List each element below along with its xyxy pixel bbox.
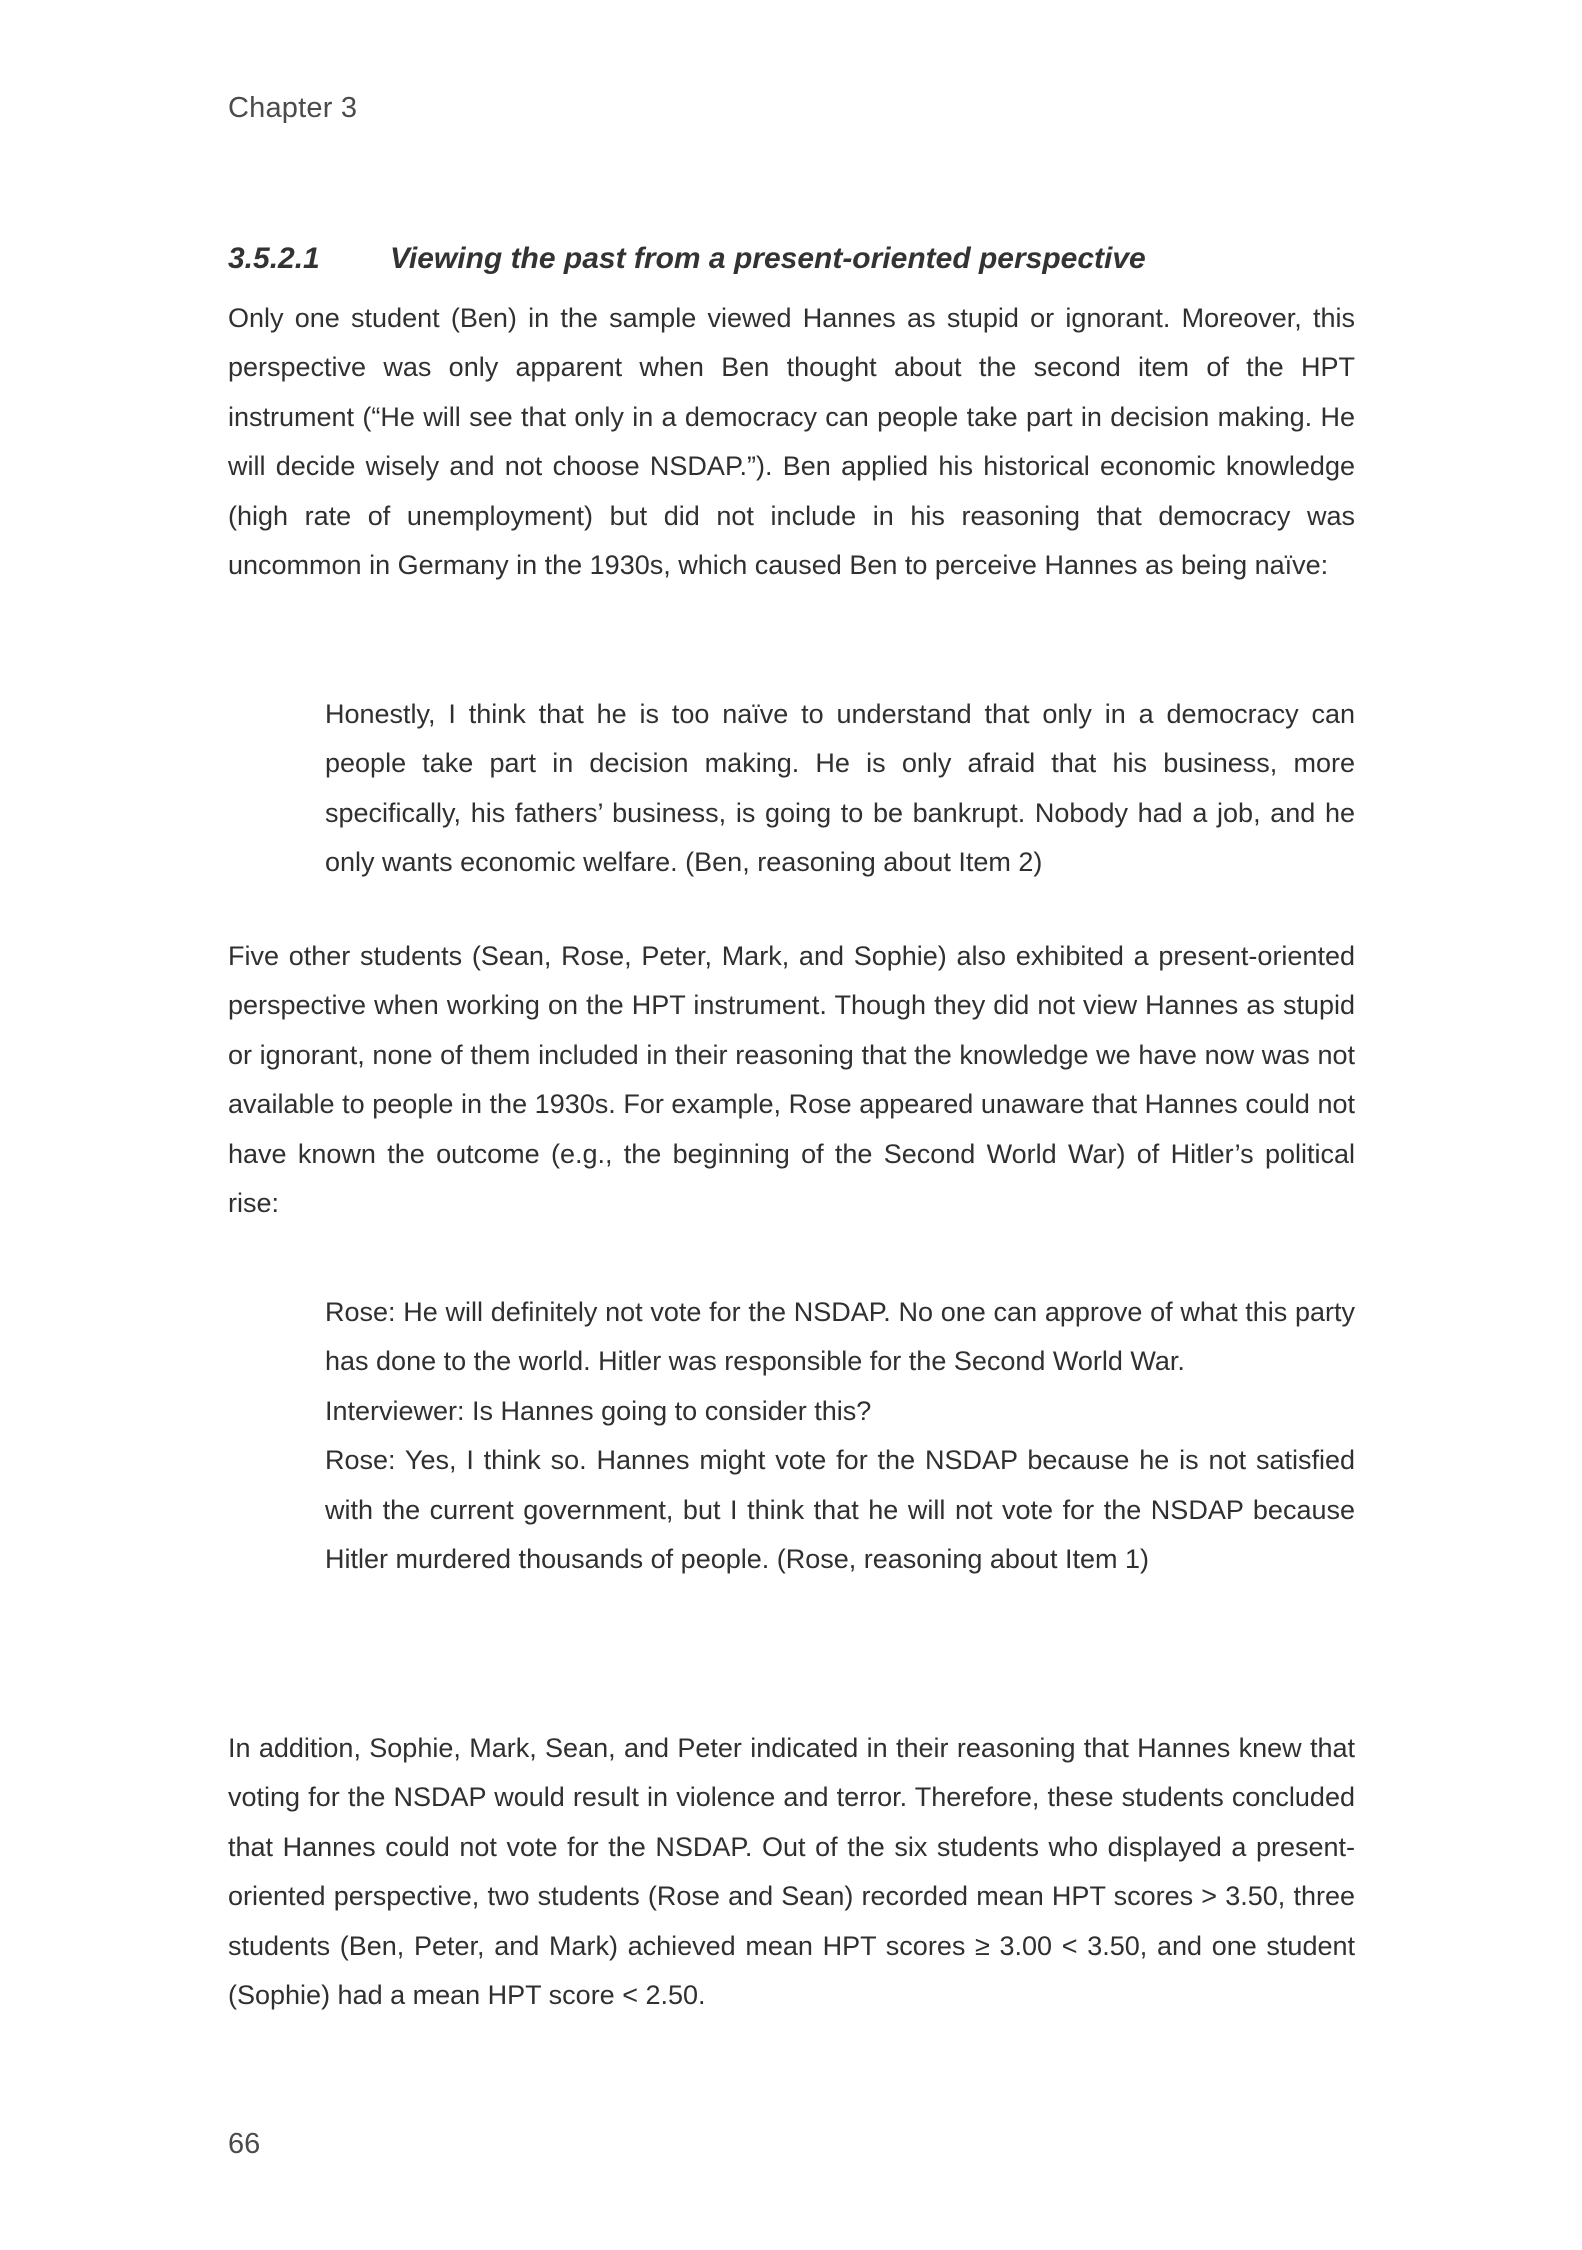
paragraph-five-other-students: Five other students (Sean, Rose, Peter, Mark, and Sophie) also exhibited a present-oriented perspective when working on the HPT instrument. Though they did not view Hannes as stupid or ignorant, none of them included in their reasoning that the knowledge we have now was not available to people in the 1930s. For example, Rose appeared unaware that Hannes could not have known the outcome (e.g., the beginning of the Second World War) of Hitler’s political rise: bbox=[228, 941, 1355, 1219]
quote-turn-rose-1: Rose: He will definitely not vote for the NSDAP. No one can approve of what this party has done to the world. Hitler was responsible for the Second World War. bbox=[325, 1297, 1355, 1377]
quote-turn-rose-2: Rose: Yes, I think so. Hannes might vote for the NSDAP because he is not satisfied with the current government, but I think that he will not vote for the NSDAP because Hitler murdered thousands of people. (Rose, reasoning about Item 1) bbox=[325, 1445, 1355, 1575]
block-quote-ben: Honestly, I think that he is too naïve to understand that only in a democracy can people take part in decision making. He is only afraid that his business, more specifically, his fathers’ business, is going to be bankrupt. Nobody had a job, and he only wants economic welfare. (Ben, reasoning about Item 2) bbox=[325, 699, 1355, 878]
paragraph-hpt-scores-summary: In addition, Sophie, Mark, Sean, and Peter indicated in their reasoning that Hannes knew that voting for the NSDAP would result in violence and terror. Therefore, these students concluded that Hannes could not vote for the NSDAP. Out of the six students who displayed a present-oriented perspective, two students (Rose and Sean) recorded mean HPT scores > 3.50, three students (Ben, Peter, and Mark) achieved mean HPT scores ≥ 3.00 < 3.50, and one student (Sophie) had a mean HPT score < 2.50. bbox=[228, 1733, 1355, 2011]
section-number: 3.5.2.1 bbox=[228, 242, 320, 275]
block-quote-rose-dialog bbox=[325, 1288, 1355, 1584]
section-title: Viewing the past from a present-oriented perspective bbox=[390, 242, 1146, 275]
page-number: 66 bbox=[228, 2128, 261, 2160]
section-heading bbox=[228, 242, 1355, 276]
paragraph-present-oriented-intro: Only one student (Ben) in the sample viewed Hannes as stupid or ignorant. Moreover, this perspective was only apparent when Ben thought about the second item of the HPT instrument (“He will see that only in a democracy can people take part in decision making. He will decide wisely and not choose NSDAP.”). Ben applied his historical economic knowledge (high rate of unemployment) but did not include in his reasoning that democracy was uncommon in Germany in the 1930s, which caused Ben to perceive Hannes as being naïve: bbox=[228, 303, 1355, 581]
running-header: Chapter 3 bbox=[228, 92, 358, 124]
quote-turn-interviewer: Interviewer: Is Hannes going to consider this? bbox=[325, 1395, 872, 1426]
